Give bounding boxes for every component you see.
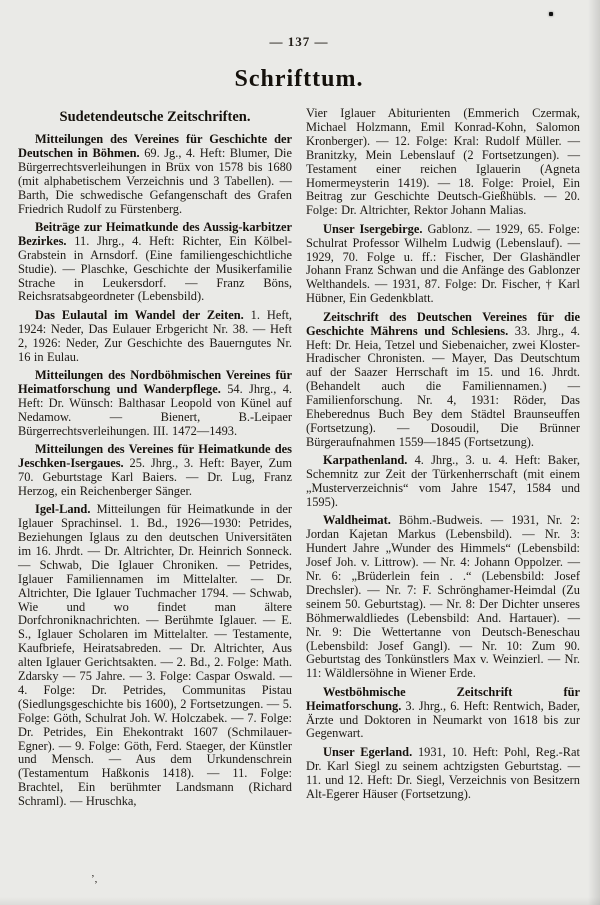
journal-entry	[306, 514, 580, 681]
journal-entry-text: 4. Jhrg., 3. u. 4. Heft: Baker, Schemnitz zur Zeit der Türkenherrschaft (mit einem „Musterverzeichnis“ vom Jahre 1547, 1584 und 1595).	[306, 453, 580, 509]
journal-entry-text: 33. Jhrg., 4. Heft: Dr. Heia, Tetzel und Siebenaicher, zwei Kloster-Hradischer Chronisten. — Mayer, Das Deutschtum auf der Saazer Herrschaft im 15. und 16. Jhrdt. (Behandelt auch die Familiennamen.) — Familienforschung. Nr. 4, 1931: Röder, Das Eheberednus Buch Bey dem Städtel Braunseuffen (Fortsetzung). — Dosoudil, Die Brünner Bürgeraufnahmen 1559—1845 (Fortsetzung).	[306, 323, 580, 449]
ink-mark: ’,	[91, 873, 98, 885]
journal-entry-text: Mitteilungen für Heimatkunde in der Iglauer Sprachinsel. 1. Bd., 1926—1930: Petrides, Beziehungen Iglaus zu den deutschen Universitäten im 16. Jhrdt. — Dr. Altrichter, Dr. Heinrich Sonneck. — Schwab, Die Iglauer Chroniken. — Petrides, Iglauer Familiennamen im Mittelalter. — Dr. Altrichter, Die Iglauer Tuchmacher 1794. — Schwab, Wie und wo findet man ältere Dorfchroniknachrichten. — Berühmte Iglauer. — E. S., Iglauer Scholaren im Mittelalter. — Testamente, Kaufbriefe, Heiratsabreden. — Dr. Altrichter, Aus alten Iglauer Gerichtsakten. — 2. Bd., 2. Folge: Math. Zdarsky — 75 Jahre. — 3. Folge: Caspar Oswald. — 4. Folge: Dr. Petrides, Communitas Pistau (Siedlungsgeschichte bis 1600), 2 Fortsetzungen. — 5. Folge: Göth, Schulrat Joh. W. Holczabek. — 7. Folge: Dr. Petrides, Ein Ehekontrakt 1607 (Schmilauer-Egner). — 9. Folge: Göth, Ferd. Staeger, der Künstler und Mensch. — Aus dem Urkundenschrein (Testamentum Haßkonis 1418). — 11. Folge: Brachtel, Ein berühmter Landsmann (Richard Schraml). — Hruschka,	[18, 502, 292, 809]
page-number: — 137 —	[269, 34, 329, 49]
journal-entry-title: Unser Egerland.	[323, 744, 418, 759]
section-heading: Sudetendeutsche Zeitschriften.	[59, 109, 251, 125]
journal-entry	[306, 686, 580, 742]
journal-entry	[18, 503, 292, 809]
journal-entry	[18, 443, 292, 499]
journal-entry-title: Das Eulautal im Wandel der Zeiten.	[35, 307, 251, 322]
journal-entry	[306, 746, 580, 802]
journal-entry-text: 1931, 10. Heft: Pohl, Reg.-Rat Dr. Karl Siegl zu seinem achtzigsten Geburtstag. — 11. und 12. Heft: Dr. Siegl, Verzeichnis von Besitzern Alt-Egerer Häuser (Fortsetzung).	[306, 744, 580, 801]
right-column	[306, 107, 580, 814]
journal-entry-title: Beiträge zur Heimatkunde des Aussig-karbitzer Bezirkes.	[18, 219, 292, 248]
journal-entry-text: 11. Jhrg., 4. Heft: Richter, Ein Kölbel-Grabstein in Arnsdorf. (Eine familiengeschichtliche Studie). — Plaschke, Geschichte der Musikerfamilie Strache in Leukersdorf. — Franz Böns, Reichsratsabgeordneter (Lebensbild).	[18, 233, 292, 304]
journal-entry-title: Mitteilungen des Vereines für Heimatkunde des Jeschken-Isergaues.	[18, 442, 292, 470]
journal-entry-title: Igel-Land.	[35, 502, 97, 517]
journal-entry-text: Gablonz. — 1929, 65. Folge: Schulrat Professor Wilhelm Ludwig (Lebenslauf). — 1929, 70. Folge u. ff.: Fischer, Der Glashändler Johann Franz Schwan und die Anfänge des Gablonzer Welthandels. — 1931, 87. Folge: Dr. Fischer, † Karl Hübner, Ein Gedenkblatt.	[306, 221, 580, 306]
journal-entry-text: 1. Heft, 1924: Neder, Das Eulauer Erbgericht Nr. 38. — Heft 2, 1926: Neder, Zur Geschichte des Bauerngutes Nr. 16 in Eulau.	[18, 307, 292, 364]
journal-entry-text: 69. Jg., 4. Heft: Blumer, Die Bürgerrechtsverleihungen in Brüx von 1578 bis 1680 (mit alphabetischem Verzeichnis und 3 Tabellen). — Barth, Die schwedische Gefangenschaft des Grafen Friedrich Rudolf zu Fürstenberg.	[18, 145, 292, 216]
journal-entry-text: 54. Jhrg., 4. Heft: Dr. Wünsch: Balthasar Leopold von Künel auf Nedamow. — Bienert, B.-Leipaer Bürgerrechtsverleihungen. III. 1472—1493.	[18, 381, 292, 438]
journal-entry	[18, 369, 292, 439]
continuation-paragraph	[306, 107, 580, 218]
journal-entry	[306, 223, 580, 306]
journal-entry-title: Karpathenland.	[323, 453, 415, 468]
left-column	[18, 107, 292, 814]
two-column-layout	[18, 107, 580, 814]
journal-entry-title: Mitteilungen des Vereines für Geschichte der Deutschen in Böhmen.	[18, 132, 292, 160]
journal-entry-title: Zeitschrift des Deutschen Vereines für die Geschichte Mährens und Schlesiens.	[306, 309, 580, 338]
journal-entry-text: 25. Jhrg., 3. Heft: Bayer, Zum 70. Geburtstage Karl Baiers. — Dr. Lug, Franz Herzog, ein Reichenberger Sänger.	[18, 455, 292, 498]
journal-entry-text: Böhm.-Budweis. — 1931, Nr. 2: Jordan Kajetan Markus (Lebensbild). — Nr. 3: Hundert Jahre „Wunder des Himmels“ (Lebensbild: Josef Joh. v. Littrow). — Nr. 4: Johann Oppolzer. — Nr. 6: „Brüderlein fein . .“ (Lebensbild: Josef Drechsler). — Nr. 7: F. Schrönghamer-Heimdal (Zu seinem 50. Geburtstag). — Nr. 8: Der Dichter unseres Böhmerwaldliedes (Lebensbild: And. Hartauer). — Nr. 9: Die Wettertanne von Deutsch-Beneschau (Lebensbild: Josef Gangl). — Nr. 10: Zum 90. Geburtstag des Tonkünstlers Max v. Weinzierl. — Nr. 11: Wäldlersöhne in Wiener Erde.	[306, 513, 580, 681]
journal-entry-text: 3. Jhrg., 6. Heft: Rentwich, Bader, Ärzte und Doktoren in Neumarkt von 1618 bis zur Gegenwart.	[306, 698, 580, 741]
ink-dot	[549, 12, 553, 16]
journal-entry	[18, 309, 292, 365]
journal-entry	[306, 311, 580, 450]
page-title: Schrifttum.	[234, 66, 364, 92]
journal-entry-title: Unser Isergebirge.	[323, 221, 428, 236]
journal-entry-title: Mitteilungen des Nordböhmischen Vereines für Heimatforschung und Wanderpflege.	[18, 368, 292, 396]
journal-entry	[18, 133, 292, 216]
journal-entry-title: Waldheimat.	[323, 513, 399, 528]
journal-entry	[306, 454, 580, 510]
journal-entry-text: Vier Iglauer Abiturienten (Emmerich Czermak, Michael Holzmann, Emil Konrad-Kohn, Salomon Kronberger). — 12. Folge: Kral: Rudolf Müller. — Branitzky, Mein Lebenslauf (2 Fortsetzungen). — Testament einer reichen Iglauerin (Agneta Homermeysterin 1419). — 18. Folge: Proiel, Ein Beitrag zur Geschichte Deutsch-Gießhübls. — 20. Folge: Dr. Altrichter, Rektor Johann Malias.	[306, 106, 580, 218]
journal-entry-title: Westböhmische Zeitschrift für Heimatforschung.	[306, 684, 580, 713]
journal-entry	[18, 221, 292, 304]
